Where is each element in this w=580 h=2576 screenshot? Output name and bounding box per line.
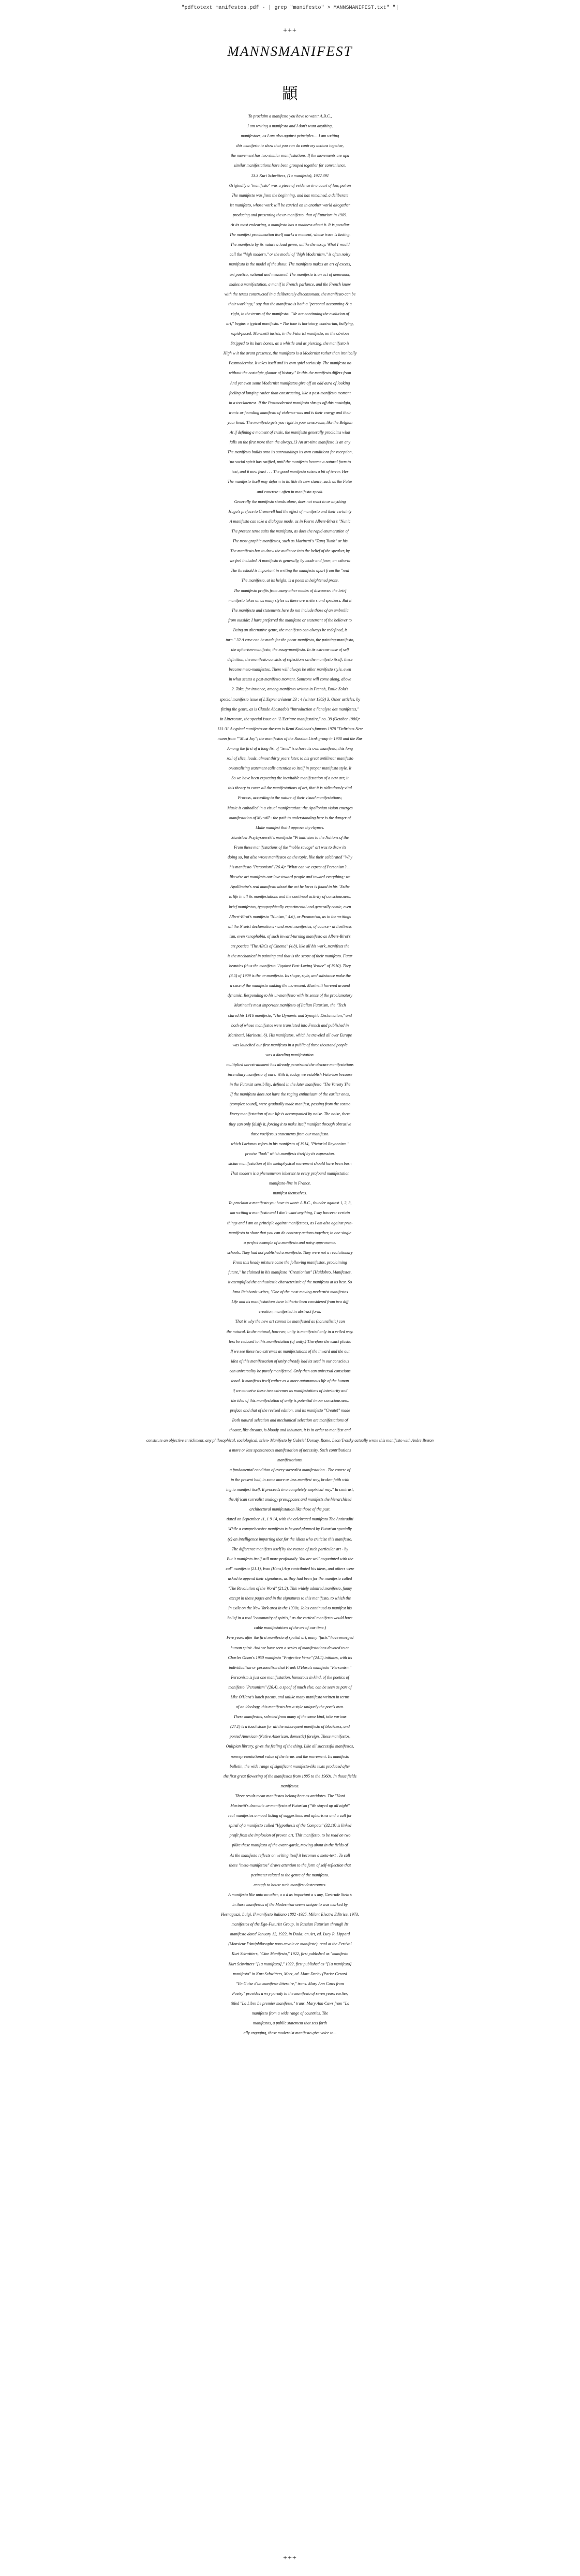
text-line: Apollinaire's real manifesto about the art he loves is found in his "Esthe xyxy=(230,884,350,890)
text-line: manifesto to show that you can do contrary actions together, in one single xyxy=(229,1230,351,1235)
text-line: Being an alternative genre, the manifesto can always be redefined, it xyxy=(233,627,347,632)
text-line: Among the first of a long list of "isms" is a have its own manifesto, this long xyxy=(227,746,353,751)
text-line: manifestations. xyxy=(277,1457,303,1462)
text-line: roll of slice, loads, almost thirty years later, to his great antilinear manifesto xyxy=(227,756,353,761)
text-line: manifestoes, as I am also against principles ... I am writing xyxy=(241,134,339,139)
text-line: we feel included. A manifesto is generally, by mode and form, an exhorta xyxy=(229,558,351,564)
text-line: your head. The manifesto gets you right in your sensorium, like the Belgian xyxy=(227,420,353,425)
text-line: The manifest proclamation itself marks a moment, whose trace is lasting. xyxy=(229,232,351,238)
text-line: was launched our first manifesto in a public of three thousand people xyxy=(232,1042,348,1047)
text-line: manifesto is the model of the shout. The manifesto makes an art of excess, xyxy=(229,262,351,267)
text-line: belief in a real "community of spirits," as the vertical manifesto would have xyxy=(227,1616,353,1621)
text-line: The most graphic manifestos, such as Marinetti's "Zang Tumb" or his xyxy=(232,539,348,544)
text-line: The difference manifests itself by the reason of such particular art - by xyxy=(231,1546,349,1551)
text-line: "En Guise d'un manifeste litteraire," trans. Mary Ann Caws from xyxy=(236,1981,344,1986)
text-line: three vociferous statements from our manifesto. xyxy=(250,1131,330,1136)
text-line: High w it the avant presence, the manifesto is a Modernist rather than ironically xyxy=(223,351,357,356)
text-line: That modern is a phenomenon inherent to every profound manifestation xyxy=(230,1171,350,1176)
text-line: in the Futurist sensibility, defined in the later manifesto "The Variety The xyxy=(229,1082,351,1087)
text-line: Life and its manifestations have hitherto been considered from two diff xyxy=(231,1299,349,1305)
text-line: feeling of longing rather than constructing, like a post-manifesto moment xyxy=(229,390,351,395)
text-line: Stanislaw Przybyszewski's manifesto "Primitivism to the Nations of the xyxy=(231,835,349,840)
text-line: likewise art manifests our love toward people and toward everything; we xyxy=(229,875,351,880)
text-line: The manifesto was from the beginning, and has remained, a deliberate xyxy=(231,193,349,198)
text-line: As the manifesto reflects on writing itself it becomes a meta-text . To call xyxy=(230,1853,350,1858)
text-line: this manifesto to show that you can do contrary actions together, xyxy=(236,143,344,149)
text-line: ist manifesto, whose work will be carried on in another world altogether xyxy=(230,202,350,208)
text-line: definition, the manifesto consists of reflections on the manifesto itself: these xyxy=(227,657,353,662)
text-line: The manifesto by its nature a loud genre, unlike the essay. What I would xyxy=(230,242,350,247)
text-line: creation, manifested in abstract form. xyxy=(259,1309,321,1314)
text-line: These manifestos, selected from many of the same kind, take various xyxy=(233,1714,347,1720)
text-line: Three result-mean manifestos belong here as antidotes. The "Hani xyxy=(235,1793,345,1798)
text-line: Kurt Schwitters "[1a manifesto]," 1922, first published as "[1a manifesto] xyxy=(228,1961,352,1966)
text-line: is life in all its manifestations and the continual activity of consciousness. xyxy=(229,894,351,899)
text-line: Hernagazzi, Luigi. Il manifesto italiano 1882 -1925. Milan: Electra Editrice, 1973. xyxy=(221,1912,359,1917)
text-line: text, and it now feast . . . The good manifesto raises a bit of terror. Her xyxy=(231,469,349,475)
text-line: these "meta-manifestos" draws attention to the form of self-reflection that xyxy=(229,1862,351,1868)
text-line: ported American (Native American, domestic) foreign. These manifestos, xyxy=(229,1734,351,1739)
text-line: the African surrealist analogy presupposes and manifests the hierarchized xyxy=(228,1497,352,1502)
text-line: The manifesto profits from many other modes of discourse: the brief xyxy=(233,588,347,593)
text-line: is the mechanical in painting and that is the scope of their manifesto. Futur xyxy=(227,953,353,958)
text-line: Make manifest that I approve thy rhymes. xyxy=(256,825,324,830)
text-line: 'no social spirit has ratified, until the manifesto became a natural form to xyxy=(229,460,351,465)
text-line: (Monsieur l'Antiphilosophe nous envoie ce manifeste). read at the Festival xyxy=(228,1942,352,1947)
text-line: a perfect example of a manifesto and noisy appearance. xyxy=(244,1240,336,1245)
text-line: Both natural selection and mechanical selection are manifestations of xyxy=(232,1418,348,1423)
text-line: without the nostalgic glamor of history." In this the manifesto differs from xyxy=(229,371,351,376)
text-line: incendiary manifesto of ours. With it, today, we establish Futurism because xyxy=(228,1072,352,1077)
text-line: A manifesto can take a dialogue mode. as in Pierre Albert-Birot's "Nunic xyxy=(229,519,351,524)
text-line: manifestos of the Ego-Futurist Group, in Russian Futurism through Its xyxy=(231,1922,349,1927)
shell-command: "pdftotext manifestos.pdf - | grep "manifesto" > MANNSMANIFEST.txt" "| xyxy=(181,5,399,11)
text-line: In exile on the New York area in the 1930s, Jolas continued to manifest his xyxy=(228,1606,352,1611)
text-line: real manifestos a mood listing of suggestions and aphorisms and a call for xyxy=(228,1813,352,1818)
text-line: manifestos. xyxy=(280,1783,300,1788)
text-line: future," he claimed in his manifesto "Creationism" [Huidobro, Manifestes, xyxy=(228,1269,352,1275)
text-line: Originally a "manifesto" was a piece of evidence in a court of law, put on xyxy=(229,183,351,188)
text-line: doing so, but also wrote manifestos on the topic, like their celebrated "Why xyxy=(228,855,352,860)
text-line: and concrete - often in manifesto-speak. xyxy=(257,489,323,494)
text-line: Music is embodied in a visual manifestation: the Apollonian vision emerges xyxy=(227,805,353,810)
text-line: the aphorism-manifesto, the essay-manifesto. In its extreme case of self xyxy=(231,647,349,653)
text-line: manifesto takes on as many styles as there are writers and speakers. But it xyxy=(228,598,352,603)
text-line: ally engaging, these modernist manifesto give voice to... xyxy=(243,2031,337,2036)
text-line: "The Revolution of the Word" (21.2). This widely admired manifesto, funny xyxy=(228,1586,352,1591)
text-line: architectural manifestation like those of the past. xyxy=(249,1507,331,1512)
text-line: Poetry" provides a wry parody to the manifesto of seven years earlier, xyxy=(232,1991,348,1996)
text-line: I am writing a manifesto and I don't want anything, xyxy=(247,124,333,129)
text-line: Five years after the first manifesto of spatial art, many "facts" have emerged xyxy=(226,1635,354,1640)
text-line: precise "look" which manifests itself by its expression. xyxy=(245,1151,335,1156)
text-line: manifesto from a wide range of countries. The xyxy=(251,2011,329,2016)
text-line: theater, like dreams, is bloody and inhuman, it is in order to manifest and xyxy=(229,1428,351,1433)
text-line: this theory to cover all the manifestations of art, that it is ridiculously vital xyxy=(228,786,352,791)
text-line: special manifesto issue of L'Esprit créateur 23 : 4 (winter 1983) 3. Other articles, by xyxy=(219,697,361,702)
text-line: the natural. In the natural, however, unity is manifested only in a veiled way. xyxy=(226,1329,354,1334)
text-line: enough to house such manifest dexterounes. xyxy=(254,1882,326,1887)
text-line: in those manifestos of the Modernism seems unique to was marked by xyxy=(232,1902,348,1907)
text-line: profit from the implosion of proven art. This manifesto, to be read on two xyxy=(229,1833,351,1838)
text-line: At if defining a moment of crisis, the manifesto generally proclaims what xyxy=(229,430,350,435)
text-line: That is why the new art cannot be manifested as (naturalistic) con xyxy=(235,1319,345,1324)
text-line: if we conceive these two extremes as manifestations of interiority and xyxy=(232,1388,348,1394)
text-line: manifest themselves. xyxy=(273,1191,307,1196)
text-line: The present tense suits the manifesto, as does the rapid enumeration of xyxy=(231,528,349,534)
text-line: Albert-Birot's manifesto "Nunism," 4.6), or Premonism, as in the writings xyxy=(229,914,351,919)
text-line: right, in the terms of the manifesto: "We are continuing the evolution of xyxy=(231,311,349,316)
text-line: 2. Take, for instance, among manifesto written in French, Emile Zola's xyxy=(231,687,349,692)
text-line: schools. They had not published a manifesto. They were not a revolutionary xyxy=(227,1250,353,1255)
text-line: perimeter related to the genre of the manifesto. xyxy=(251,1872,329,1877)
text-line: in Litterature, the special issue on "L'Ecriture manifestaire," no. 39 (October 1980): xyxy=(220,716,360,721)
text-line: To proclaim a manifesto you have to want: A.B.C., thunder against 1, 2, 3, xyxy=(228,1201,352,1206)
text-line: turn." 32 A case can be made for the poem-manifesto, the painting-manifesto, xyxy=(226,637,354,642)
text-line: spiral of a manifesto called "Hypothesis of the Compact" (32.10) is linked xyxy=(229,1823,351,1828)
text-line: similar manifestations have been grouped together for convenience. xyxy=(233,163,347,168)
text-line: Jana Reichardt writes, "One of the most moving modernist manifestos xyxy=(232,1290,348,1295)
text-line: human spirit. And we have seen a series of manifestations devoted to en xyxy=(230,1645,350,1650)
text-line: art poetica "The ABCs of Cinema" (4.8), like all his work, manifests the xyxy=(230,943,350,949)
text-line: While a comprehensive manifesto is beyond planned by Futurism specially xyxy=(228,1527,352,1532)
text-line: manifesto "Personism" (26.4), a spoof of much else, can be seen as part of xyxy=(228,1684,352,1690)
text-line: manifestation of My will - the path to understanding here is the danger of xyxy=(229,815,351,820)
text-line: 13.3 Kurt Schwitters, (1a manifesto), 1922 391 xyxy=(251,173,329,178)
text-line: a fundamental condition of every surrealist manifestation . The course of xyxy=(229,1467,351,1472)
text-line: Kurt Schwitters, "Cine Manifesto," 1922, first published as "manifesto xyxy=(231,1951,349,1957)
text-line: become meta-manifestos. There will always be other manifesto style, even xyxy=(229,667,351,672)
text-line: asked to append their signatures, as they had been for the manifesto called xyxy=(228,1576,352,1581)
text-line: Charles Olson's 1950 manifesto "Projective Verse" (24.1) initiates, with its xyxy=(228,1655,352,1660)
text-line: Oulipian library, gives the feeling of the thing. Like all successful manifestos, xyxy=(226,1744,354,1749)
text-line: orientalizing statement calls attention to itself in proper manifesto style. It xyxy=(228,766,352,771)
text-line: with the terms constructed in a deliberately disconsonant, the manifesto can be xyxy=(224,291,356,297)
text-line: ironic or founding manifesto of violence was and is their energy and their xyxy=(229,410,351,415)
text-line: (3.5) of 1909 is the ur-manifesto. Its shape, style, and substance make the xyxy=(229,973,351,979)
text-line: bulletin, the wide range of significant manifesto-like texts produced after xyxy=(230,1764,350,1769)
text-line: brief manifestos, typographically experimental and generally comic, even xyxy=(229,904,351,909)
text-line: Like O'Hara's lunch poems, and unlike many manifesto written in terms xyxy=(230,1695,350,1699)
text-line: The manifesto, at its height, is a poem in heightened prose. xyxy=(241,578,339,583)
text-line: call the "high modern," or the model of "high Modernism," is often noisy xyxy=(229,252,351,257)
text-line: nonrepresentational value of the terms and the movement. Its manifesto xyxy=(231,1754,349,1759)
text-line: plüte these manifesto of the avant-garde, moving about in the fields of xyxy=(232,1843,348,1848)
bottom-separator: +++ xyxy=(283,2554,297,2562)
text-line: Process, according to the nature of their visual manifestations; xyxy=(237,795,343,801)
text-line: was a dazzling manifestation. xyxy=(265,1052,315,1057)
text-line: individualism or personalism that Frank O'Hara's manifesto "Personism" xyxy=(229,1665,351,1670)
text-line: And yet even some Modernist manifestos give off an odd aura of looking xyxy=(230,380,350,386)
text-line: am writing a manifesto and I don't want anything, I say however certain xyxy=(230,1210,350,1216)
text-line: manifestos, a public statement that sets forth xyxy=(253,2021,327,2026)
text-line: art," begins a typical manifesto. • The tone is hortatory, contrarian, bullying, xyxy=(226,321,354,326)
text-line: of an ideology, this manifesto has a style uniquely the poet's own. xyxy=(235,1705,345,1710)
text-line: dynamic. Responding to his ur-manifesto with its sense of the proclamatory xyxy=(227,993,353,998)
text-line: producing and presenting the ur-manifesto. that of Futurism in 1909. xyxy=(233,212,347,217)
text-line: multiplied unrestrainment has already penetrated the obscure manifestations xyxy=(226,1062,354,1067)
text-line: A manifesto like unto no other, a o d as important a s any, Gertrude Stein's xyxy=(228,1892,352,1897)
text-line: makes a manifestation, a manif in French parlance, and the French know xyxy=(229,282,351,287)
text-line: Generally the manifesto stands alone, does not react to or anything xyxy=(234,499,346,504)
text-line: ism, even xenophobia, of such inward-turning manifesto as Albert-Birot's xyxy=(229,934,351,939)
text-line: Stripped to its bare bones, as a whistle and as piercing, the manifesto is xyxy=(230,341,350,346)
text-line: the first great flowering of the manifestos from 1885 to the 1960s. In those fields xyxy=(224,1773,356,1779)
text-line: beauties (thus the manifesto "Against Past-Loving Venice" of 1910). They xyxy=(229,964,351,969)
page-title: MANNSMANIFEST xyxy=(227,43,353,59)
text-line: in what seems a post-manifesto moment. Someone will come along, above xyxy=(229,677,351,682)
text-line: manifesto dated January 12, 1922, in Dada: an Art, ed. Lucy R. Lippard xyxy=(230,1932,350,1937)
text-line: all the N seist declamations - and most manifestos, of course - at liveliness xyxy=(228,924,352,929)
text-line: If the manifesto does not have the raging enthusiasm of the earlier ones, xyxy=(230,1092,350,1097)
text-line: preface and that of the revised edition, and its manifesto "Create!" made xyxy=(230,1408,350,1413)
text-line: sician manifestation of the metaphysical movement should have been born xyxy=(228,1161,352,1166)
text-line: rapid-paced. Marinetti insists, in the Futurist manifesto, on the obvious xyxy=(231,331,349,336)
text-line: can universality be purely manifested. Only then can universal conscious xyxy=(229,1368,351,1373)
text-line: cable manifestations of the art of our time.) xyxy=(254,1625,326,1631)
text-line: except in these pages and in the signatures to this manifesto, to which the xyxy=(229,1596,351,1601)
text-line: the idea of this manifestation of unity is potential in our consciousness. xyxy=(231,1398,349,1403)
text-line: From these manifestations of the "noble savage" art was to draw its xyxy=(233,845,347,850)
top-separator: +++ xyxy=(283,27,297,35)
text-line: Marinetti's dramatic ur-manifesto of Futurism ("We stayed up all night" xyxy=(230,1803,350,1809)
text-line: cal" manifesto (21.1), Ivan (Hans) Arp contributed his ideas, and others were xyxy=(226,1566,354,1571)
text-line: (27.1) is a touchstone for all the subsequent manifesto of blackness, and xyxy=(230,1724,350,1729)
text-line: Hugo's preface to Cromwell had the effect of manifesto and their certainty xyxy=(228,509,352,514)
text-line: manifesto-line in France. xyxy=(269,1181,311,1186)
text-line: The manifesto builds onto its surroundings its own conditions for reception, xyxy=(227,450,353,455)
text-line: 131-31 A typical manifesto-on-the-run is Remi Koolhaas's famous 1978 "Delirious New xyxy=(217,726,363,731)
text-line: they can only falsify it, forcing it to make itself manifest through obtrusive xyxy=(229,1121,351,1127)
text-line: in a too-lateness. If the Postmodernist manifesto shrugs off this nostalgia, xyxy=(229,400,351,405)
text-line: which Larionov refers in his manifesto of 1914, "Pictorial Rayonnism." xyxy=(231,1141,349,1146)
text-line: a more or less spontaneous manifestation of necessity. Such contributions xyxy=(229,1447,351,1453)
text-line: But it manifests itself still more profoundly. You are well acquainted with the xyxy=(227,1556,353,1561)
text-line: Marinetti, Marinetti, 6). His manifestos, which he traveled all over Europe xyxy=(228,1032,352,1038)
text-line: (complex sound), were gradually made manifest, passing from the cosmo xyxy=(229,1102,351,1107)
text-line: To proclaim a manifesto you have to want: A.B.C., xyxy=(248,114,332,119)
text-line: If we see these two extremes as manifestations of the inward and the out xyxy=(230,1349,350,1354)
text-line: from outside: I have preferred the manifesto or statement of the believer to xyxy=(228,617,352,623)
text-line: falls on the first more than the always.13 An art-time manifesto is an any xyxy=(229,440,351,445)
text-line: The manifesto itself may deform in its title its new stance, such as the Futur xyxy=(227,479,353,484)
text-line: his manifesto "Personism" (26.4): "What can we expect of Personism? ... xyxy=(229,865,351,870)
text-line: The manifesto has to draw the audience into the belief of the speaker, by xyxy=(230,549,350,554)
text-line: ional. It manifests itself rather as a more autonomous life of the human xyxy=(231,1379,349,1383)
text-line: both of whose manifestos were translated into French and published in xyxy=(231,1023,349,1028)
text-line: (c) an intelligence imparting that for the idiots who criticize this manifesto. xyxy=(228,1536,352,1542)
text-line: manifesto" in Kurt Schwitters, Merz, ed. Marc Dachy (Paris: Gerard xyxy=(233,1971,347,1976)
text-line: fitting the genre, as is Claude Abastado's "Introduction a l'analyse des manifestes," xyxy=(221,706,359,712)
text-line: titled "La Libre Le premier manifeste," trans. Mary Ann Caws from "La xyxy=(230,2001,350,2006)
text-line: So we have been expecting the inevitable manifestation of a new art; it xyxy=(231,776,349,781)
text-line: mann from ""Must Joy"; the manifestos of the Russian Lirnk group in 1908 and the Rus xyxy=(217,736,363,741)
text-line: The manifesto and statements here do not include those of an umbrella xyxy=(231,608,349,613)
text-line: Marinetti's most important manifesto of Italian Futurism, the "Tech xyxy=(234,1003,346,1008)
text-line: The threshold is important in writing the manifesto apart from the "real xyxy=(231,568,349,573)
text-line: a case of the manifesto making the movement. Marinetti hovered around xyxy=(230,983,350,988)
title-glyph: 顓 xyxy=(282,85,298,103)
text-line: At its most endearing, a manifesto has a madness about it. It is peculiar xyxy=(230,223,350,228)
text-line: art poetica, rational and measured. The manifesto is an act of demeanor, xyxy=(229,272,351,277)
text-line: Postmodernist. It takes itself and its own spiel seriously. The manifesto no xyxy=(229,361,351,366)
text-line: ing to manifest itself. It proceeds in a completely empirical way." In contrast, xyxy=(226,1487,354,1492)
text-line: things and I am on principle against manifestoes, as I am also against prin- xyxy=(227,1220,353,1225)
text-line: their workings," say that the manifesto is both a "personal accounting & a xyxy=(228,301,352,306)
text-line: Every manifestation of our life is accompanied by noise. The noise, there xyxy=(229,1112,351,1117)
text-line: From this heady mixture come the following manifestos, proclaiming xyxy=(233,1260,347,1265)
text-line: in the present had, in some more or less manifest way, broken faith with xyxy=(230,1477,350,1482)
text-line: it exemplified the enthusiastic characteristic of the manifesto at its best. So xyxy=(228,1280,352,1285)
text-line: less be reduced to this manifestation (of unity.) Therefore the exact plastic xyxy=(229,1339,351,1344)
text-line: tiated on September 11, 1 9 14, with the celebrated manifesto The Antitraditi xyxy=(226,1517,353,1522)
text-line: constitute an objective enrichment, any philosophical, sociological, scien- Manifesto by Gabriel Dorsay, Rome. Leon Trotsky actually wrote this manifesto with Andre Breton xyxy=(146,1438,434,1443)
text-line: idea of this manifestation of unity already had its seed in our conscious xyxy=(231,1358,349,1364)
text-line: Personism is just one manifestation, humorous in kind, of the poetics of xyxy=(231,1675,349,1680)
text-line: the movement has two similar manifestations. If the movements are upa xyxy=(231,153,349,158)
manifesto-text-body xyxy=(0,111,580,2543)
text-line: clared his 1916 manifesto, "The Dynamic and Synoptic Declamation," and xyxy=(228,1013,352,1018)
